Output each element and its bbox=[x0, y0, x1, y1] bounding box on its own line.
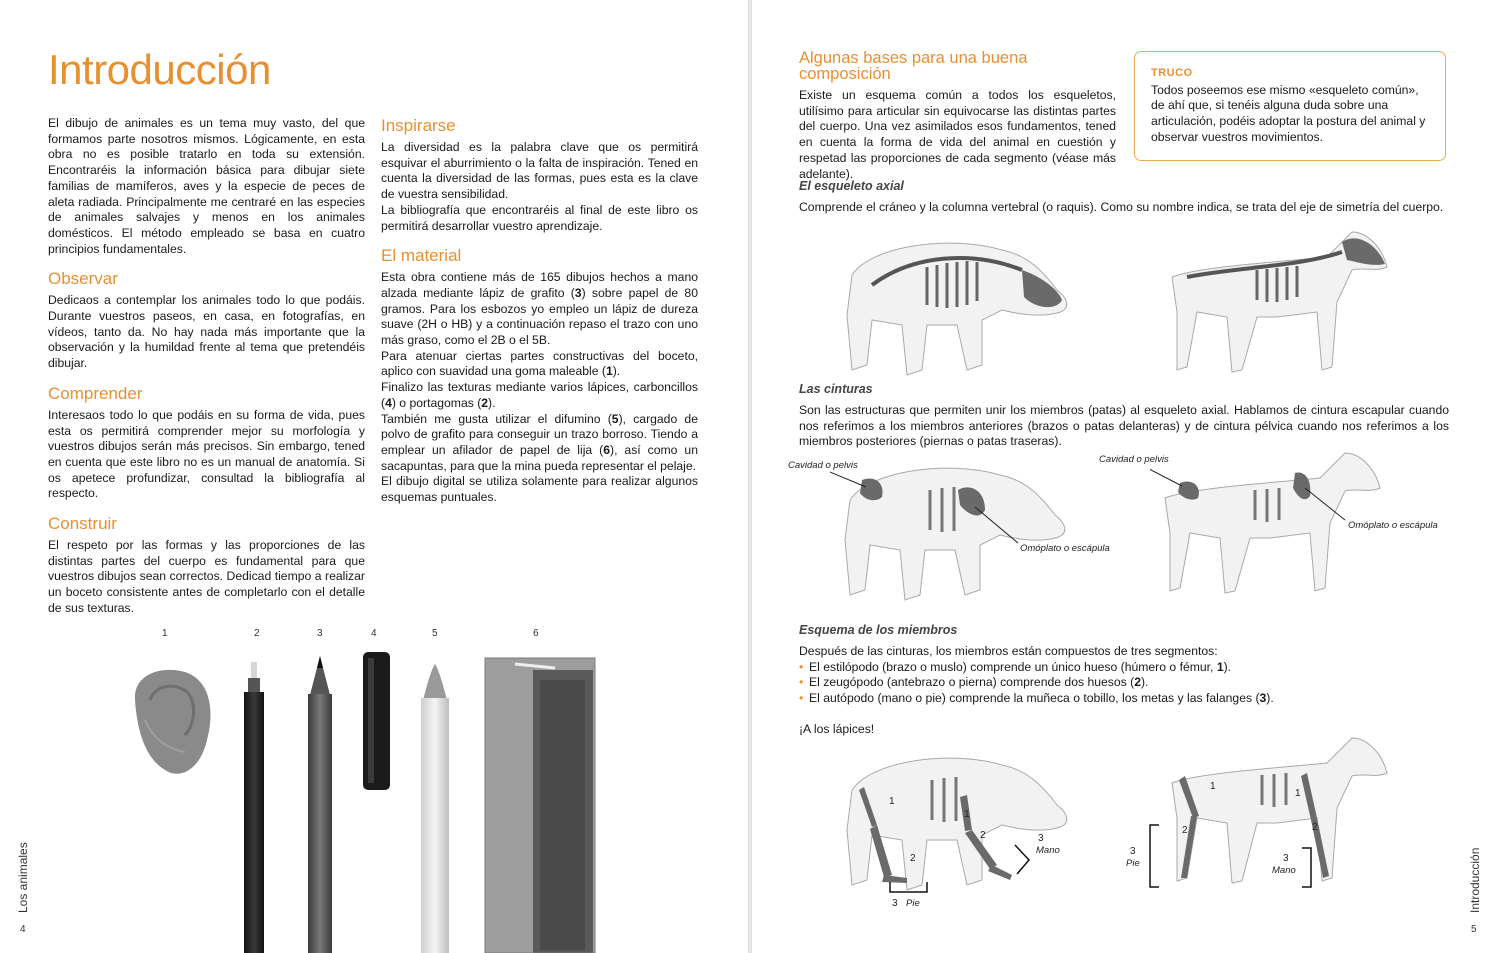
inspirarse-paragraph-2: La bibliografía que encontraréis al final de este libro os permitirá desarrollar vuestro aprendizaje. bbox=[381, 202, 698, 233]
bear-axial-skeleton-figure bbox=[832, 225, 1077, 385]
deer-mano-label: Mano bbox=[1272, 865, 1296, 876]
page-number-right: 5 bbox=[1471, 924, 1477, 935]
closing-line: ¡A los lápices! bbox=[799, 722, 875, 736]
bear-pie-seg-3: 3 bbox=[892, 898, 898, 909]
page-number-left: 4 bbox=[20, 924, 26, 935]
intro-paragraph: El dibujo de animales es un tema muy vasto, del que formamos parte nosotros mismos. Lógicamente, en esta obra no es posible tratarlo en toda su extensión. Encontraréis la información básica para dibujar siete familias de mamíferos, aves y la especie de peces de aleta radiada. Principalmente me centraré en las especies de animales salvajes y menos en los animales domésticos. El método empleado se basa en cuatro principios fundamentales. bbox=[48, 116, 365, 256]
tool-number-6: 6 bbox=[533, 628, 539, 639]
left-column bbox=[48, 116, 365, 623]
drawing-tools-photo bbox=[115, 640, 635, 953]
graphite-pencil-icon bbox=[308, 656, 332, 953]
inspirarse-paragraph-1: La diversidad es la palabra clave que os permitirá esquivar el aburrimiento o la falta de inspiración. Tened en cuenta la diversidad de las formas, pues esta es la clave de vuestra sensibilidad. bbox=[381, 140, 698, 202]
heading-observar: Observar bbox=[48, 269, 118, 289]
bear-bracket-marks bbox=[887, 840, 1057, 895]
tool-number-4: 4 bbox=[371, 628, 377, 639]
material-paragraph-1: Esta obra contiene más de 165 dibujos hechos a mano alzada mediante lápiz de grafito (3) sobre papel de 80 gramos. Para los esbozos yo empleo un lápiz de dureza suave (2H o HB) y a continuación repaso el trazo con uno más graso, como el 2B o el 5B. bbox=[381, 270, 698, 348]
deer-fore-seg-2: 2 bbox=[1312, 822, 1318, 833]
bear-pie-label: Pie bbox=[906, 898, 920, 909]
comprender-paragraph: Interesaos todo lo que podáis en su forma de vida, pues esta os permitirá comprender mejor su morfología y vuestros dibujos serán más precisos. Sin embargo, tened en cuenta que este libro no es un manual de anatomía. Si os apetece profundizar, consultad la bibliografía al respecto. bbox=[48, 407, 365, 501]
tool-number-1: 1 bbox=[162, 628, 168, 639]
deer-axial-skeleton-figure bbox=[1157, 222, 1397, 382]
bear-fore-seg-2: 2 bbox=[980, 830, 986, 841]
material-paragraph-2: Para atenuar ciertas partes constructivas del boceto, aplico con suavidad una goma maleable (1). bbox=[381, 348, 698, 379]
composition-intro: Existe un esquema común a todos los esqueletos, utilísimo para articular sin equivocarse las distintas partes del cuerpo. Una vez asimilados esos fundamentos, tened en cuenta la forma de vida del animal en cuestión y respetad las proporciones de cada segmento (véase más adelante). bbox=[799, 88, 1116, 181]
bear-girdles-figure bbox=[830, 455, 1075, 605]
miembros-list bbox=[799, 644, 1449, 707]
material-paragraph-5: El dibujo digital se utiliza solamente para realizar algunos esquemas puntuales. bbox=[381, 474, 698, 505]
composition-heading: Algunas bases para una buena composición bbox=[799, 49, 1028, 83]
page-title: Introducción bbox=[48, 46, 271, 93]
label-pelvis-deer: Cavidad o pelvis bbox=[1099, 454, 1169, 465]
deer-pie-seg-3: 3 bbox=[1130, 846, 1136, 857]
deer-hind-seg-2: 2 bbox=[1182, 825, 1188, 836]
material-paragraph-3: Finalizo las texturas mediante varios lápices, carboncillos (4) o portagomas (2). bbox=[381, 380, 698, 410]
bear-mano-label: Mano bbox=[1036, 845, 1060, 856]
axial-heading: El esqueleto axial bbox=[799, 179, 904, 193]
observar-paragraph: Dedicaos a contemplar los animales todo lo que podáis. Durante vuestros paseos, en casa, en fotografías, en vídeos, tanto da. No hay nada más importante que la observación y la humildad frente al tema que pretendéis dibujar. bbox=[48, 293, 365, 371]
right-page bbox=[752, 0, 1500, 953]
bullet-estilopodo: • El estilópodo (brazo o muslo) comprende un único hueso (húmero o fémur, 1). bbox=[799, 660, 1449, 676]
tip-title: TRUCO bbox=[1151, 67, 1193, 79]
tool-number-5: 5 bbox=[432, 628, 438, 639]
bear-fore-seg-1: 1 bbox=[964, 809, 970, 820]
construir-paragraph: El respeto por las formas y las proporciones de las distintas partes del cuerpo es fundamental para que vuestros dibujos sean correctos. Dedicad tiempo a realizar un boceto consistente antes de completarlo con el detalle de sus texturas. bbox=[48, 538, 365, 615]
deer-mano-seg-3: 3 bbox=[1283, 853, 1289, 864]
bullet-zeugopodo: • El zeugópodo (antebrazo o pierna) comprende dos huesos (2). bbox=[799, 675, 1449, 691]
bullet-autopodo: • El autópodo (mano o pie) comprende la muñeca o tobillo, los metas y las falanges (3). bbox=[799, 691, 1449, 707]
lead-holder-icon bbox=[244, 662, 264, 953]
label-scapula-bear: Omóplato o escápula bbox=[1020, 543, 1110, 554]
bear-mano-seg-3: 3 bbox=[1038, 833, 1044, 844]
blending-stump-icon bbox=[421, 664, 449, 953]
bear-hind-seg-1: 1 bbox=[889, 796, 895, 807]
side-label-right: Introducción bbox=[1468, 847, 1482, 913]
charcoal-stick-icon bbox=[363, 652, 390, 790]
bear-hind-seg-2: 2 bbox=[910, 853, 916, 864]
heading-material: El material bbox=[381, 246, 462, 266]
deer-fore-seg-1: 1 bbox=[1295, 788, 1301, 799]
cinturas-paragraph: Son las estructuras que permiten unir los miembros (patas) al esqueleto axial. Hablamos de cintura escapular cuando nos referimos a los miembros anteriores (brazos o patas delanteras) y de cintura pélvica cuando nos referimos a los miembros posteriores (piernas o patas traseras). bbox=[799, 403, 1449, 449]
miembros-heading: Esquema de los miembros bbox=[799, 623, 958, 637]
heading-inspirarse: Inspirarse bbox=[381, 116, 456, 135]
axial-paragraph: Comprende el cráneo y la columna vertebral (o raquis). Como su nombre indica, se trata del eje de simetría del cuerpo. bbox=[799, 200, 1444, 214]
deer-bracket-marks bbox=[1147, 820, 1337, 895]
heading-comprender: Comprender bbox=[48, 383, 143, 403]
label-scapula-deer: Omóplato o escápula bbox=[1348, 520, 1438, 531]
deer-pie-label: Pie bbox=[1126, 858, 1140, 869]
tool-number-2: 2 bbox=[254, 628, 260, 639]
heading-construir: Construir bbox=[48, 514, 117, 534]
left-page bbox=[0, 0, 748, 953]
side-label-left: Los animales bbox=[16, 842, 30, 913]
tip-box bbox=[1134, 51, 1446, 161]
deer-hind-seg-1: 1 bbox=[1210, 781, 1216, 792]
tip-text: Todos poseemos ese mismo «esqueleto común», de ahí que, si tenéis alguna duda sobre una articulación, podéis adoptar la postura del animal y observar vuestros movimientos. bbox=[1151, 82, 1426, 144]
label-pelvis-bear: Cavidad o pelvis bbox=[788, 460, 858, 471]
cinturas-heading: Las cinturas bbox=[799, 382, 873, 396]
sandpaper-sharpener-icon bbox=[485, 658, 595, 953]
material-paragraph-4: También me gusta utilizar el difumino (5), cargado de polvo de grafito para conseguir un trazo borroso. Tiendo a emplear un afilador de papel de lija (6), así como un sacapuntas, para que la mina pueda representar el pelaje. bbox=[381, 411, 698, 473]
miembros-intro: Después de las cinturas, los miembros están compuestos de tres segmentos: bbox=[799, 644, 1218, 658]
tool-number-3: 3 bbox=[317, 628, 323, 639]
kneaded-eraser-icon bbox=[135, 670, 211, 774]
right-column bbox=[381, 104, 698, 506]
